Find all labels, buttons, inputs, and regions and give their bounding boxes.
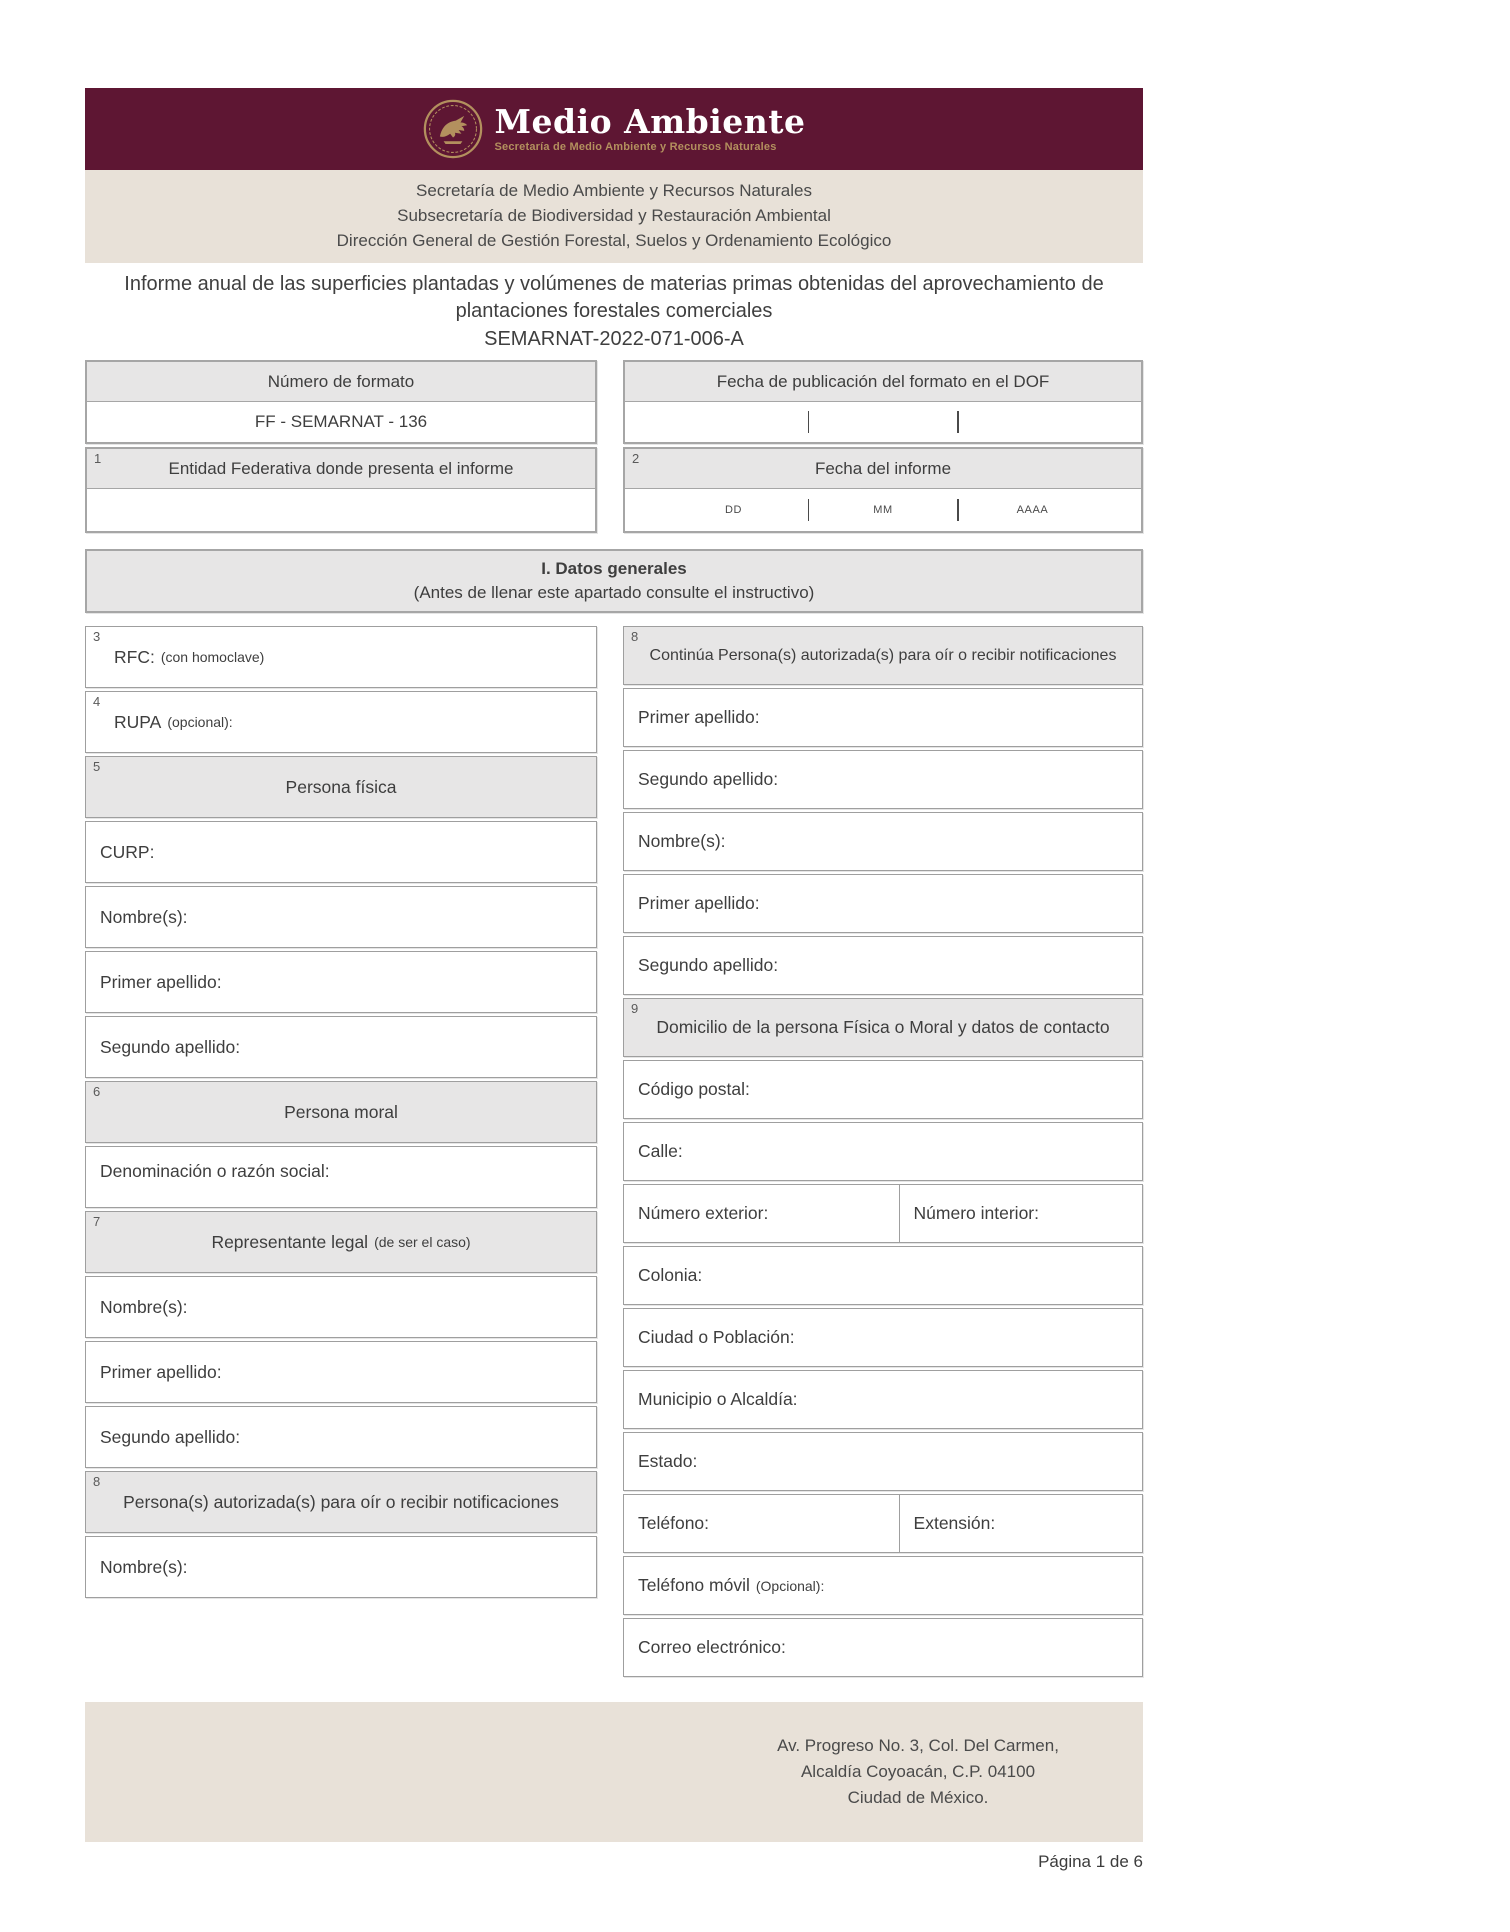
field-nombre-s[interactable] [85,1276,597,1338]
field-note: (de ser el caso) [374,1234,471,1250]
field-denominacion-o-razon-social[interactable] [85,1146,597,1208]
section-1-header [85,549,1143,613]
numero-formato-header [87,362,595,402]
right-column [623,626,1143,1680]
field-label: Teléfono: [638,1513,710,1533]
org-line-1: Secretaría de Medio Ambiente y Recursos Naturales [416,181,812,200]
field-label: Denominación o razón social: [100,1161,330,1181]
field-numero-interior[interactable] [899,1185,1142,1242]
group-header-label: Persona física [285,776,397,797]
field-label: Correo electrónico: [638,1637,786,1657]
field-extension[interactable] [899,1495,1142,1552]
field-label: Código postal: [638,1079,750,1099]
field-primer-apellido[interactable] [85,951,597,1013]
field-segundo-apellido[interactable] [623,936,1143,995]
field-codigo-postal[interactable] [623,1060,1143,1119]
split-field-numero-exterior[interactable] [623,1184,1143,1243]
brand-name: Medio Ambiente [494,102,806,141]
field-label: RFC: [114,646,155,667]
field-estado[interactable] [623,1432,1143,1491]
field-label: Ciudad o Población: [638,1327,795,1347]
field-note: (con homoclave) [160,649,265,665]
field-label: Nombre(s): [100,906,188,927]
field-label: Primer apellido: [100,1361,222,1382]
field-curp[interactable] [85,821,597,883]
date-separator [957,411,959,433]
address-line-1: Av. Progreso No. 3, Col. Del Carmen, [777,1736,1059,1755]
field-number: 3 [93,629,101,644]
field-label: Segundo apellido: [638,769,779,789]
field-telefono-movil[interactable] [623,1556,1143,1615]
fecha-dof-date-slots [625,411,1141,433]
field-rupa[interactable] [85,691,597,753]
org-line-3: Dirección General de Gestión Forestal, Suelos y Ordenamiento Ecológico [336,231,892,250]
left-column [85,626,597,1601]
field-note: (opcional): [167,714,233,730]
group-header-representante-legal [85,1211,597,1273]
semarnat-logo [423,99,806,159]
field-number: 4 [93,694,101,709]
fecha-dof-box [623,360,1143,444]
group-header-label: Persona(s) autorizada(s) para oír o recibir notificaciones [123,1491,559,1512]
split-field-telefono[interactable] [623,1494,1143,1553]
field-number: 6 [93,1084,101,1099]
fecha-informe-date-slots [625,499,1141,521]
field-label: Primer apellido: [638,893,760,913]
fecha-dof-header [625,362,1141,402]
datos-generales-columns [85,626,1143,1680]
field-ciudad-o-poblacion[interactable] [623,1308,1143,1367]
document-title [85,271,1143,353]
field-nombre-s[interactable] [85,1536,597,1598]
field-label: Estado: [638,1451,698,1471]
mexico-national-seal-icon [423,99,483,159]
title-code: SEMARNAT-2022-071-006-A [484,328,744,350]
field-label: Nombre(s): [638,831,726,851]
field-label: Calle: [638,1141,683,1161]
field-note: (Opcional): [755,1577,825,1594]
field-label: Segundo apellido: [100,1426,241,1447]
field-label: Extensión: [913,1513,996,1533]
fecha-dof-input[interactable] [625,402,1141,442]
field-primer-apellido[interactable] [623,688,1143,747]
group-header-persona-fisica [85,756,597,818]
top-fields [85,360,1143,536]
field-segundo-apellido[interactable] [85,1406,597,1468]
fecha-informe-label: Fecha del informe [814,458,952,478]
field-label: Nombre(s): [100,1296,188,1317]
group-header-label: Continúa Persona(s) autorizada(s) para oír o recibir notificaciones [649,646,1117,664]
field-label: Segundo apellido: [100,1036,241,1057]
field-label: Primer apellido: [100,971,222,992]
dd-label: DD [724,504,743,516]
field-label: Primer apellido: [638,707,760,727]
field-label: Colonia: [638,1265,703,1285]
field-segundo-apellido[interactable] [623,750,1143,809]
entidad-header [87,449,595,489]
field-rfc[interactable] [85,626,597,688]
logo-text [494,102,806,153]
field-colonia[interactable] [623,1246,1143,1305]
numero-formato-box [85,360,597,444]
field-primer-apellido[interactable] [85,1341,597,1403]
group-header-label: Domicilio de la persona Física o Moral y datos de contacto [656,1017,1110,1037]
numero-formato-label: Número de formato [267,371,415,391]
field-label: Número interior: [913,1203,1039,1223]
field-primer-apellido[interactable] [623,874,1143,933]
numero-formato-value: FF - SEMARNAT - 136 [254,412,428,431]
field-segundo-apellido[interactable] [85,1016,597,1078]
group-header-label: Persona moral [284,1101,398,1122]
field-nombre-s[interactable] [85,886,597,948]
field-number: 7 [93,1214,101,1229]
field-label: Municipio o Alcaldía: [638,1389,798,1409]
fecha-dof-label: Fecha de publicación del formato en el DOF [716,371,1050,391]
group-header-persona-moral [85,1081,597,1143]
field-calle[interactable] [623,1122,1143,1181]
org-band [85,170,1143,263]
field-label: Número exterior: [638,1203,769,1223]
entidad-box [85,447,597,533]
org-line-2: Subsecretaría de Biodiversidad y Restauración Ambiental [397,206,831,225]
brand-tagline: Secretaría de Medio Ambiente y Recursos Naturales [494,141,777,153]
footer-address [693,1733,1143,1811]
top-right-column [623,360,1143,536]
field-municipio-o-alcaldia[interactable] [623,1370,1143,1429]
group-header-label: Representante legal [211,1231,369,1252]
field-label: CURP: [100,841,155,862]
field-number: 5 [93,759,101,774]
field-numero-exterior[interactable] [624,1185,899,1242]
group-header-persona-s-autorizada-s-para-oir-o-recibi [85,1471,597,1533]
field-number: 8 [93,1474,101,1489]
page-number: Página 1 de 6 [1038,1852,1143,1871]
form-content [85,88,1143,1872]
entidad-number: 1 [94,451,102,466]
top-left-column [85,360,597,536]
section-1-title: I. Datos generales [541,559,687,578]
header-band [85,88,1143,170]
field-label: Nombre(s): [100,1556,188,1577]
group-header-domicilio-de-la-persona-fisica-o-moral-y [623,998,1143,1057]
date-separator [808,411,810,433]
fecha-informe-box [623,447,1143,533]
mm-label: MM [873,504,893,516]
fecha-informe-input[interactable] [625,489,1141,531]
title-main: Informe anual de las superficies plantadas y volúmenes de materias primas obtenidas del aprovechamiento de plantaciones forestales comerciales [124,273,1104,322]
field-number: 9 [631,1001,639,1016]
group-header-continua-persona-s-autorizada-s-para-oir [623,626,1143,685]
address-line-2: Alcaldía Coyoacán, C.P. 04100 [800,1762,1036,1781]
address-line-3: Ciudad de México. [847,1788,989,1807]
field-label: RUPA [114,711,162,732]
field-correo-electronico[interactable] [623,1618,1143,1677]
field-number: 8 [631,629,639,644]
fecha-informe-number: 2 [632,451,640,466]
field-nombre-s[interactable] [623,812,1143,871]
field-label: Teléfono móvil [638,1575,750,1595]
field-telefono[interactable] [624,1495,899,1552]
footer-band [85,1702,1143,1842]
entidad-label: Entidad Federativa donde presenta el informe [168,458,514,478]
entidad-input[interactable] [87,489,595,531]
section-1-subtitle: (Antes de llenar este apartado consulte el instructivo) [413,583,815,602]
fecha-informe-header [625,449,1141,489]
aaaa-label: AAAA [1016,504,1049,516]
field-label: Segundo apellido: [638,955,779,975]
